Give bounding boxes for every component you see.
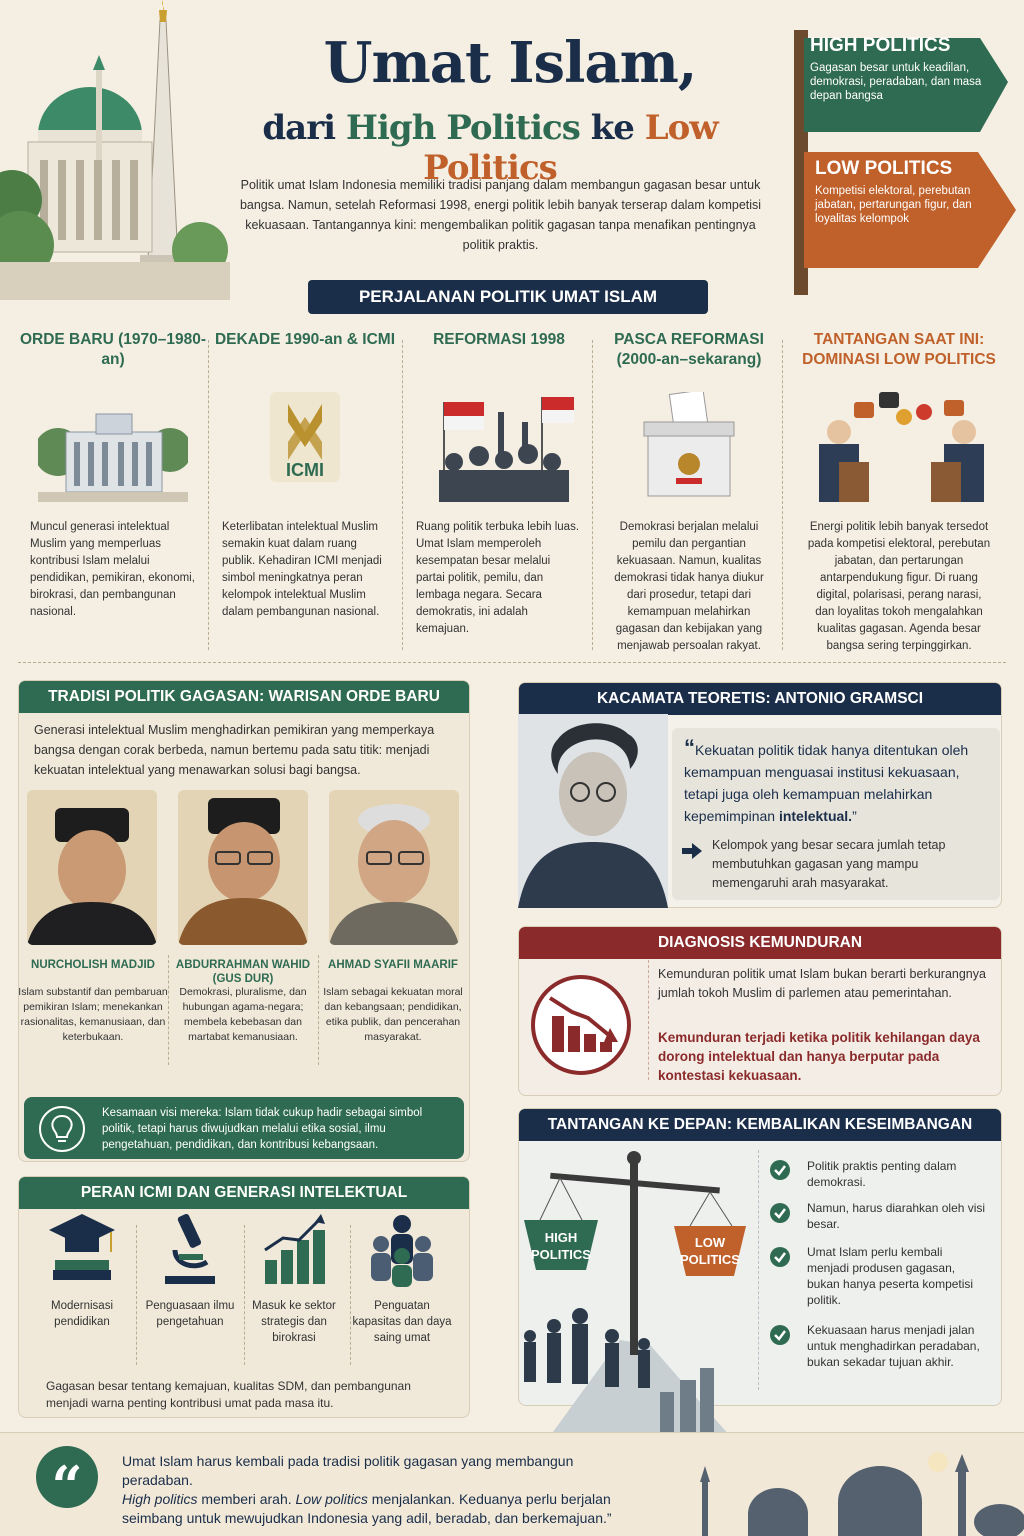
tantangan-header: TANTANGAN KE DEPAN: KEMBALIKAN KESEIMBANGAN xyxy=(519,1109,1001,1141)
lightbulb-icon xyxy=(38,1105,86,1153)
debate-politicians-icon xyxy=(799,392,999,502)
icmi-divider xyxy=(350,1225,351,1365)
timeline-title: TANTANGAN SAAT INI: DOMINASI LOW POLITICS xyxy=(802,331,996,368)
timeline-divider xyxy=(782,340,783,650)
quote-main: Kekuatan politik tidak hanya ditentukan oleh kemampuan menguasai institusi kekuasaan, tetapi juga oleh kemampuan melahirkan kepemimpinan xyxy=(684,742,969,824)
timeline-item-reformasi xyxy=(404,330,594,650)
timeline-title: DEKADE 1990-an & ICMI xyxy=(214,331,395,348)
ballot-box-icon xyxy=(614,392,764,502)
diagnosis-text-2: Kemunduran terjadi ketika politik kehilangan daya dorong intelektual dan hanya berputar pada kontestasi kekuasaan. xyxy=(658,1030,980,1083)
icmi-item-pendidikan xyxy=(32,1210,132,1330)
timeline-item-icmi xyxy=(210,330,400,650)
portrait-nurcholish-madjid xyxy=(27,790,157,945)
sign-low-text: Kompetisi elektoral, perebutan jabatan, pertarungan figur, dan loyalitas kelompok xyxy=(815,185,972,225)
check-icon xyxy=(770,1325,790,1345)
tantangan-divider xyxy=(758,1150,759,1390)
subtitle-mid: ke xyxy=(579,108,645,148)
diagnosis-divider xyxy=(648,960,649,1080)
icmi-item-kapasitas xyxy=(352,1210,452,1346)
check-icon xyxy=(770,1160,790,1180)
growth-chart-icon xyxy=(259,1210,329,1290)
scale-low-label-1: LOW xyxy=(694,1235,726,1250)
icmi-header: PERAN ICMI DAN GENERASI INTELEKTUAL xyxy=(19,1177,469,1209)
timeline-text: Ruang politik terbuka lebih luas. Umat Islam memperoleh kesempatan besar melalui partai politik, pemilu, dan lembaga negara. Secara demokratis, ini adalah kemajuan. xyxy=(416,521,580,635)
icmi-item-label: Masuk ke sektor strategis dan birokrasi xyxy=(252,1300,336,1344)
footer-quote-text xyxy=(122,1452,642,1528)
timeline-text: Muncul generasi intelektual Muslim yang memperluas kontribusi Islam melalui pendidikan, pemikiran, ekonomi, birokrasi, dan pembangunan nasional. xyxy=(30,521,195,618)
quote-open-mark: “ xyxy=(684,735,695,760)
timeline-divider xyxy=(208,340,209,650)
icmi-item-ilmu xyxy=(140,1210,240,1330)
scale-high-label-1: HIGH xyxy=(544,1230,578,1245)
tradisi-header: TRADISI POLITIK GAGASAN: WARISAN ORDE BARU xyxy=(19,681,469,713)
scale-low-label-2: POLITICS xyxy=(680,1252,740,1267)
figure-desc: Demokrasi, pluralisme, dan hubungan agama-negara; membela kebebasan dan martabat kemanusiaan. xyxy=(179,986,307,1043)
timeline-item-tantangan xyxy=(794,330,1004,650)
timeline-title: PASCA REFORMASI (2000-an–sekarang) xyxy=(614,331,764,368)
subtitle-high-politics: High Politics xyxy=(345,108,580,148)
people-icon xyxy=(367,1210,437,1290)
icmi-logo-text: ICMI xyxy=(286,460,324,480)
shared-vision-text: Kesamaan visi mereka: Islam tidak cukup hadir sebagai simbol politik, tetapi harus diwujudkan melalui etika sosial, ilmu pengetahuan, pendidikan, dan kontribusi kebangsaan. xyxy=(102,1107,423,1151)
figure-desc: Islam substantif dan pembaruan pemikiran Islam; menekankan rasionalitas, kemanusiaan, dan keterbukaan. xyxy=(18,986,168,1043)
icmi-logo-icon xyxy=(230,392,380,502)
timeline-title: ORDE BARU (1970–1980-an) xyxy=(19,331,207,368)
timeline-item-orde-baru xyxy=(18,330,208,650)
footer-high-politics: High politics xyxy=(122,1491,198,1507)
timeline-divider xyxy=(402,340,403,650)
gramsci-header: KACAMATA TEORETIS: ANTONIO GRAMSCI xyxy=(519,683,1001,715)
tantangan-point: Umat Islam perlu kembali menjadi produsen gagasan, bukan hanya peserta kompetisi politik. xyxy=(807,1245,974,1307)
icmi-footer-text: Gagasan besar tentang kemajuan, kualitas SDM, dan pembangunan menjadi warna penting kontribusi umat pada masa itu. xyxy=(46,1379,411,1410)
tantangan-point: Politik praktis penting dalam demokrasi. xyxy=(807,1159,957,1189)
footer-line1: Umat Islam harus kembali pada tradisi politik gagasan yang membangun peradaban. xyxy=(122,1453,574,1488)
timeline-item-pasca-reformasi xyxy=(594,330,784,650)
timeline-banner: PERJALANAN POLITIK UMAT ISLAM xyxy=(308,280,708,314)
portrait-abdurrahman-wahid xyxy=(178,790,308,945)
tradisi-intro: Generasi intelektual Muslim menghadirkan pemikiran yang memperkaya bangsa dengan corak berbeda, namun bertemu pada satu titik: menjadi kekuatan intelektual yang menawarkan solusi bagi bangsa. xyxy=(34,723,435,777)
timeline-divider xyxy=(592,340,593,650)
portrait-ahmad-syafii-maarif xyxy=(329,790,459,945)
intro-paragraph: Politik umat Islam Indonesia memiliki tradisi panjang dalam membangun gagasan besar untuk bangsa. Namun, setelah Reformasi 1998, energi politik lebih banyak terserap dalam kompetisi kekuasaan. Tantangannya kini: mengembalikan politik gagasan tanpa menafikan pentingnya politik praktis. xyxy=(239,178,762,252)
arrow-right-icon xyxy=(682,843,702,859)
shared-vision-box xyxy=(24,1097,464,1159)
footer-text-d: menjalankan. Keduanya perlu berjalan seimbang untuk mewujudkan Indonesia yang adil, beradab, dan berkemajuan.” xyxy=(122,1491,612,1526)
graduation-cap-icon xyxy=(47,1210,117,1290)
antonio-gramsci-portrait xyxy=(518,714,668,908)
icmi-item-label: Penguasaan ilmu pengetahuan xyxy=(145,1300,235,1328)
figure-name: NURCHOLISH MADJID xyxy=(31,959,155,971)
microscope-icon xyxy=(155,1210,225,1290)
footer-text-b: memberi arah. xyxy=(197,1491,296,1507)
subtitle-pre: dari xyxy=(262,108,346,148)
sign-high-title: HIGH POLITICS xyxy=(810,35,951,56)
tantangan-point: Kekuasaan harus menjadi jalan untuk menghadirkan peradaban, bukan sekadar tujuan akhir. xyxy=(807,1323,980,1369)
sign-high-politics xyxy=(810,35,1000,135)
icmi-item-label: Modernisasi pendidikan xyxy=(51,1300,113,1328)
scale-high-label-2: POLITICS xyxy=(531,1247,591,1262)
tantangan-point: Namun, harus diarahkan oleh visi besar. xyxy=(807,1201,986,1231)
figure-name: ABDURRAHMAN WAHID (GUS DUR) xyxy=(175,959,311,985)
protest-crowd-flags-icon xyxy=(424,392,574,502)
gramsci-note: Kelompok yang besar secara jumlah tetap membutuhkan gagasan yang mampu memengaruhi arah masyarakat. xyxy=(712,838,946,890)
figure-desc: Islam sebagai kekuatan moral dan kebangsaan; pendidikan, etika publik, dan pencerahan masyarakat. xyxy=(323,986,463,1043)
gramsci-quote xyxy=(684,737,984,827)
icmi-item-label: Penguatan kapasitas dan daya saing umat xyxy=(352,1300,452,1344)
quote-bold: intelektual. xyxy=(778,808,853,824)
timeline-text: Energi politik lebih banyak tersedot pada kompetisi elektoral, perebutan jabatan, dan pertarungan antarpendukung figur. Di ruang digital, polarisasi, perang narasi, dan loyalitas tokoh mengalahkan kualitas gagasan. Agenda besar bangsa sering terpinggirkan. xyxy=(807,521,991,652)
figure-name: AHMAD SYAFII MAARIF xyxy=(328,959,458,971)
timeline-text: Keterlibatan intelektual Muslim semakin kuat dalam ruang publik. Kehadiran ICMI menjadi simbol meningkatnya peran kelompok intelektual Muslim dalam pembangunan nasional. xyxy=(222,521,382,618)
subtitle-low-politics: Low Politics xyxy=(423,108,718,188)
icmi-divider xyxy=(136,1225,137,1365)
mosque-monument-illustration xyxy=(0,0,230,300)
government-building-icon xyxy=(38,392,188,502)
sign-high-text: Gagasan besar untuk keadilan, demokrasi, peradaban, dan masa depan bangsa xyxy=(810,62,982,102)
check-icon xyxy=(770,1247,790,1267)
timeline-text: Demokrasi berjalan melalui pemilu dan pergantian kekuasaan. Namun, kualitas demokrasi tidak hanya diukur dari prosedur, tetapi dari kemampuan melahirkan gagasan dan kebijakan yang menjawab persoalan rakyat. xyxy=(614,521,764,652)
diagnosis-header: DIAGNOSIS KEMUNDURAN xyxy=(519,927,1001,959)
check-icon xyxy=(770,1203,790,1223)
footer-low-politics: Low politics xyxy=(295,1491,368,1507)
balance-scale-illustration xyxy=(510,1140,760,1436)
footer-quote-mark: “ xyxy=(36,1446,98,1508)
diagnosis-text-1: Kemunduran politik umat Islam bukan berarti berkurangnya jumlah tokoh Muslim di parlemen atau pemerintahan. xyxy=(658,967,986,1000)
page-title: Umat Islam, xyxy=(323,30,697,96)
declining-chart-icon xyxy=(526,970,636,1080)
icmi-item-sektor xyxy=(244,1210,344,1346)
sign-low-title: LOW POLITICS xyxy=(815,158,953,179)
timeline-title: REFORMASI 1998 xyxy=(433,331,565,348)
quote-close-mark: ” xyxy=(852,808,857,824)
section-divider xyxy=(18,662,1006,663)
sign-low-politics xyxy=(815,158,1000,268)
